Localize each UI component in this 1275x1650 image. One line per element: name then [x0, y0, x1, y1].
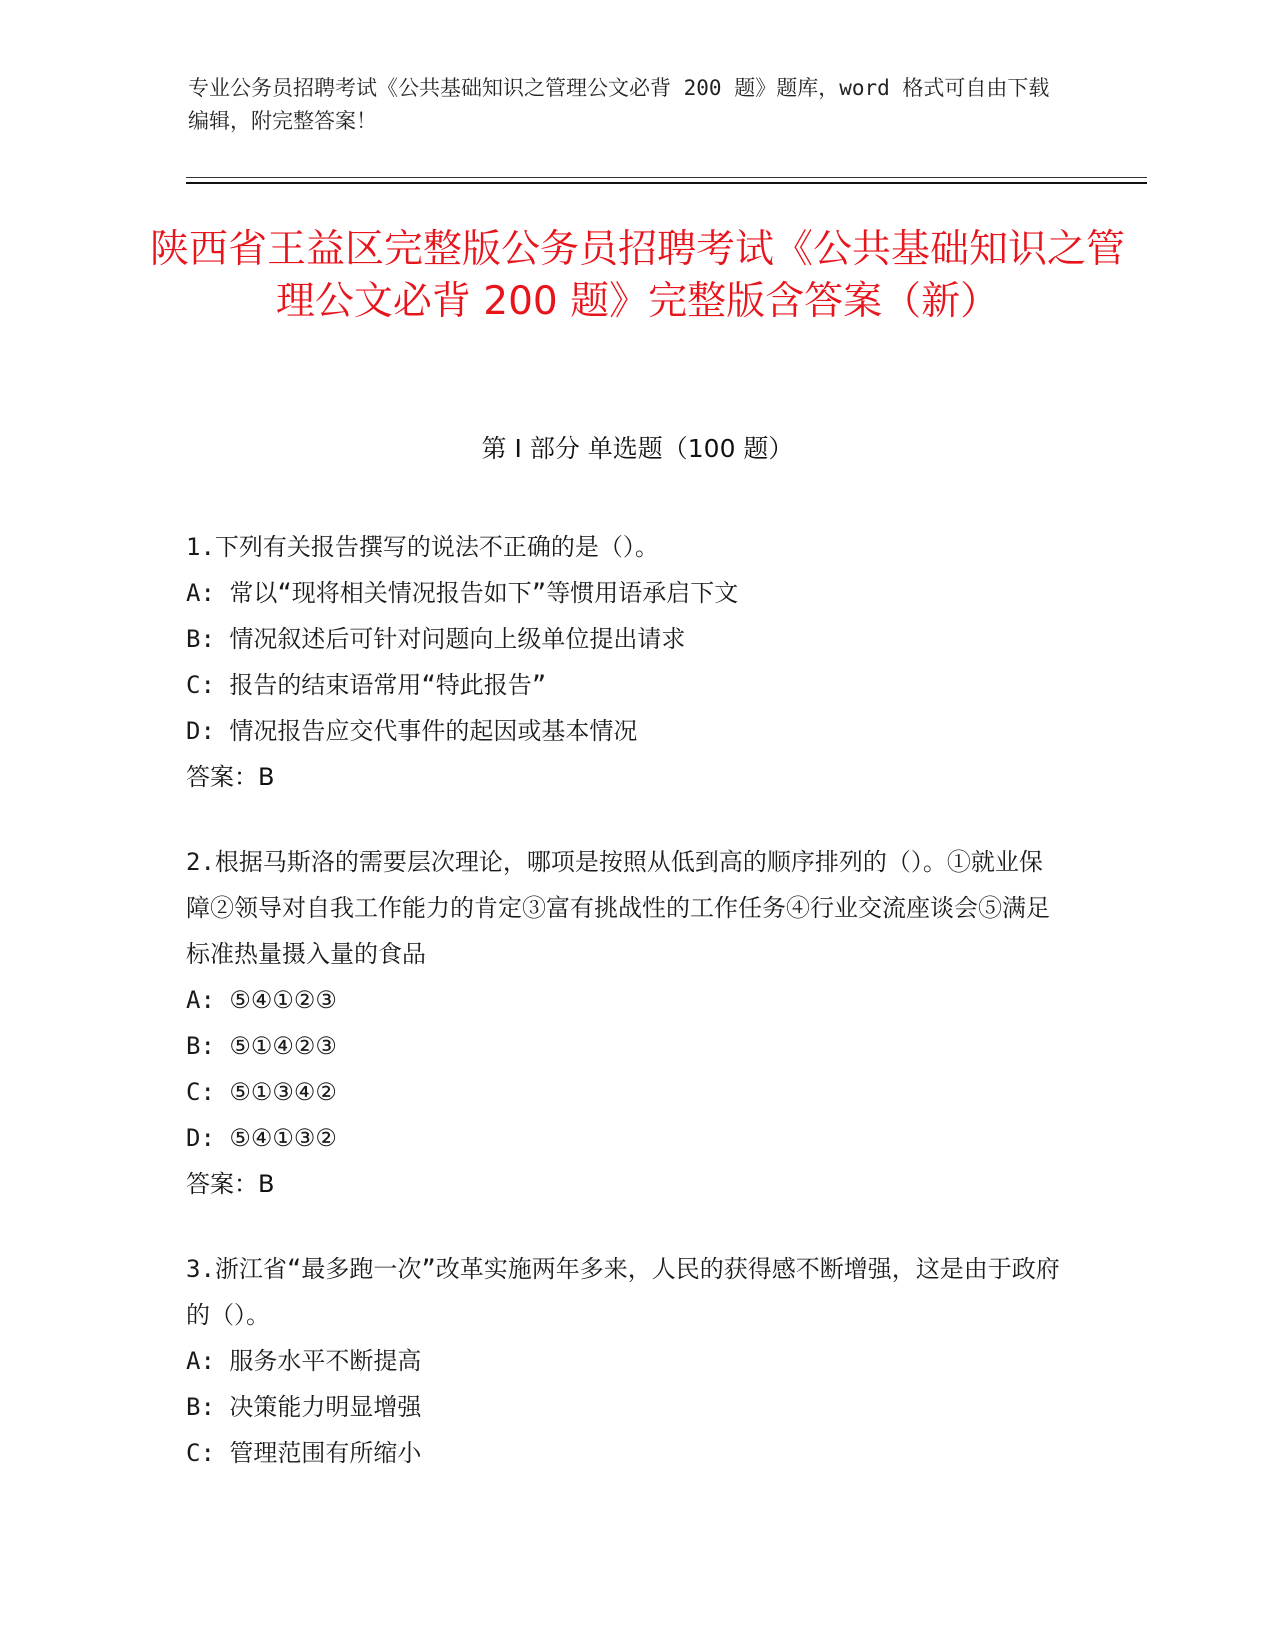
question-2	[186, 839, 1066, 1207]
question-list	[186, 524, 1066, 1515]
question-stem: 2.根据马斯洛的需要层次理论，哪项是按照从低到高的顺序排列的（）。①就业保障②领导对自我工作能力的肯定③富有挑战性的工作任务④行业交流座谈会⑤满足标准热量摄入量的食品	[186, 848, 1050, 968]
question-stem: 1.下列有关报告撰写的说法不正确的是（）。	[186, 533, 659, 561]
answer: 答案：B	[186, 763, 275, 791]
option-d: D: 情况报告应交代事件的起因或基本情况	[186, 717, 638, 745]
option-a: A: 常以“现将相关情况报告如下”等惯用语承启下文	[186, 579, 739, 607]
option-c: C: ⑤①③④②	[186, 1078, 337, 1106]
answer: 答案：B	[186, 1170, 275, 1198]
document-title: 陕西省王益区完整版公务员招聘考试《公共基础知识之管理公文必背 200 题》完整版含答案（新）	[149, 227, 1125, 324]
question-3	[186, 1246, 1066, 1476]
section-title: 第 I 部分 单选题（100 题）	[481, 434, 794, 463]
header-divider-thin	[186, 177, 1147, 178]
option-a: A: 服务水平不断提高	[186, 1347, 422, 1375]
option-a: A: ⑤④①②③	[186, 986, 337, 1014]
header-note: 专业公务员招聘考试《公共基础知识之管理公文必背 200 题》题库，word 格式可自由下载编辑，附完整答案！	[188, 76, 1050, 133]
option-d: D: ⑤④①③②	[186, 1124, 337, 1152]
option-b: B: 情况叙述后可针对问题向上级单位提出请求	[186, 625, 686, 653]
option-b: B: ⑤①④②③	[186, 1032, 337, 1060]
option-b: B: 决策能力明显增强	[186, 1393, 422, 1421]
option-c: C: 管理范围有所缩小	[186, 1439, 422, 1467]
header-divider-thick	[186, 182, 1147, 184]
option-c: C: 报告的结束语常用“特此报告”	[186, 671, 547, 699]
question-stem: 3.浙江省“最多跑一次”改革实施两年多来，人民的获得感不断增强，这是由于政府的（）。	[186, 1255, 1060, 1329]
question-1	[186, 524, 1066, 800]
